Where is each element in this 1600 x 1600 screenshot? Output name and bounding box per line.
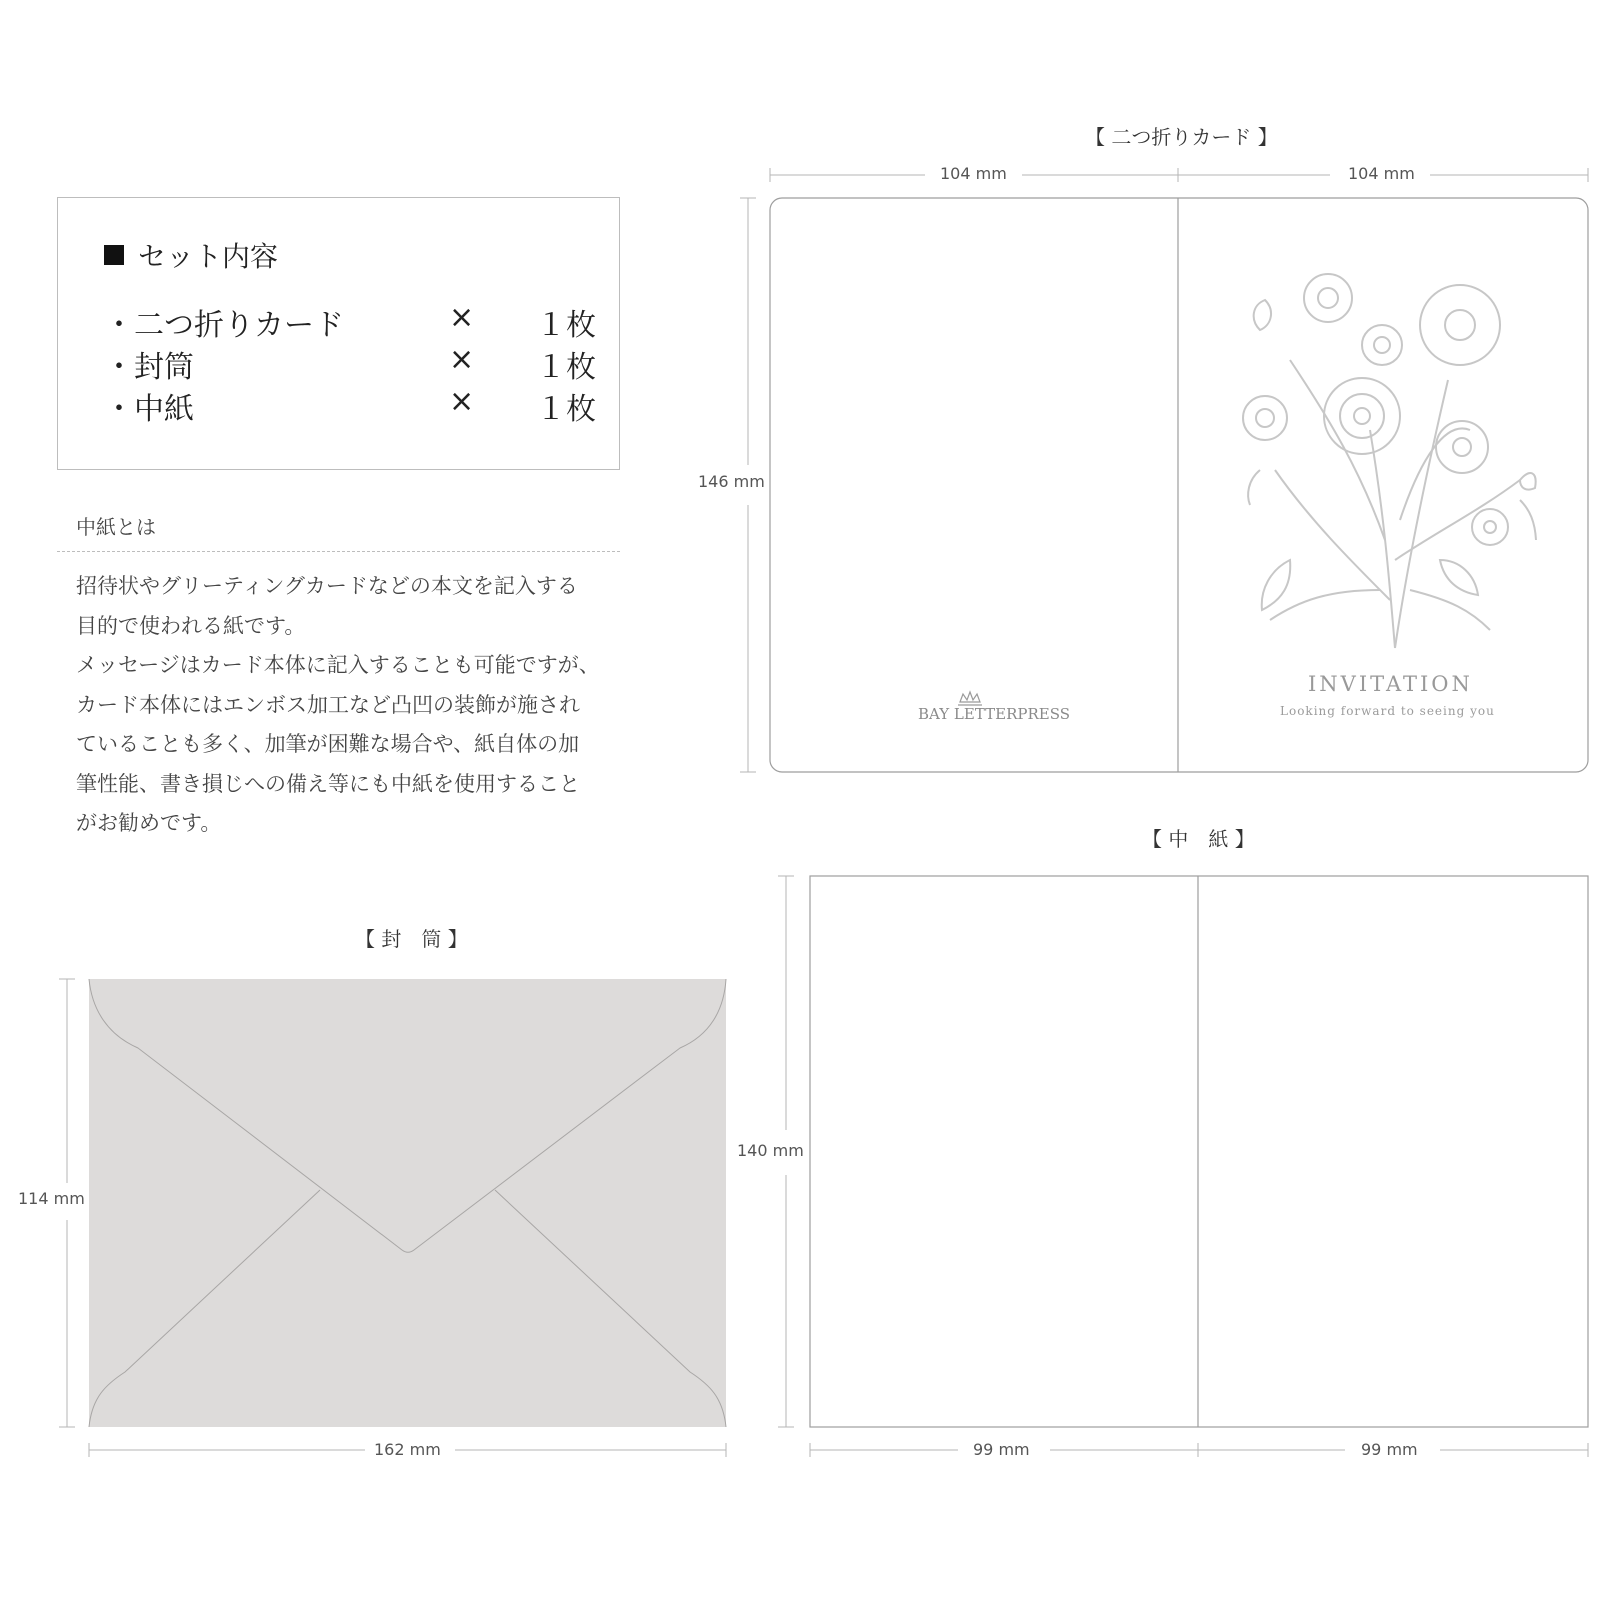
item-quantity: １枚 [536,392,596,427]
card-height-label: 146 mm [694,472,769,491]
card-width-right-label: 104 mm [1344,164,1419,183]
item-times: × [449,300,475,335]
envelope [89,979,726,1427]
envelope-section-title: 【 封 筒 】 [355,927,468,951]
brand-logo-text: BAY LETTERPRESS [918,705,1070,723]
set-contents-title: セット内容 [138,240,279,273]
envelope-width-label: 162 mm [370,1440,445,1459]
item-name: ・封筒 [104,350,194,385]
envelope-height-label: 114 mm [14,1189,89,1208]
description-line: ていることも多く、加筆が困難な場合や、紙自体の加 [76,732,580,756]
nakagami-title: 中紙とは [76,515,156,539]
item-quantity: １枚 [536,350,596,385]
item-times: × [449,342,475,377]
card-heading: INVITATION [1308,672,1473,696]
description-line: カード本体にはエンボス加工など凸凹の装飾が施され [76,692,580,717]
insert-width-right-label: 99 mm [1357,1440,1422,1459]
insert-width-left-label: 99 mm [969,1440,1034,1459]
item-quantity: １枚 [536,308,596,343]
description-line: 招待状やグリーティングカードなどの本文を記入する [76,574,578,598]
card-width-left-label: 104 mm [936,164,1011,183]
card-subheading: Looking forward to seeing you [1280,704,1495,718]
insert-height-label: 140 mm [733,1141,808,1160]
description-line: 目的で使われる紙です。 [76,613,306,638]
item-name: ・二つ折りカード [104,308,344,343]
description-line: がお勧めです。 [76,811,222,835]
insert-paper [810,876,1588,1427]
description-line: 筆性能、書き損じへの備え等にも中紙を使用すること [76,771,580,796]
item-times: × [449,384,475,419]
description-line: メッセージはカード本体に記入することも可能ですが、 [76,653,600,677]
insert-section-title: 【 中 紙 】 [1142,827,1255,851]
card-section-title: 【 二つ折りカード 】 [1085,125,1278,149]
item-name: ・中紙 [104,392,194,427]
